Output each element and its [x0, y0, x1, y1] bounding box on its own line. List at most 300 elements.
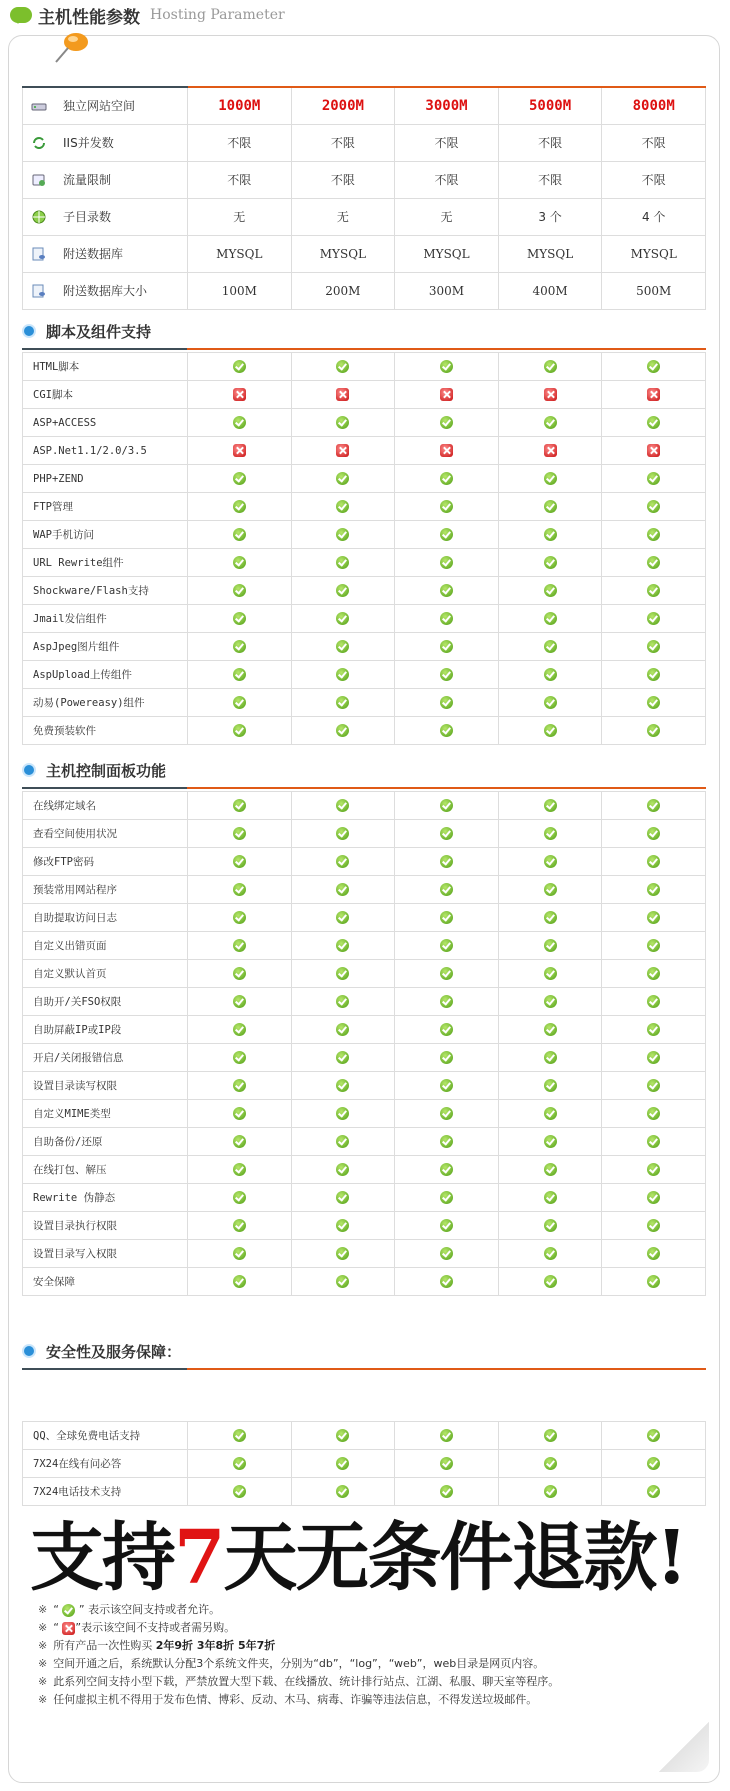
check-icon [233, 696, 246, 709]
table-cell [188, 1268, 292, 1296]
table-cell [291, 633, 395, 661]
table-cell [602, 904, 706, 932]
check-icon [233, 612, 246, 625]
cell-value: MYSQL [423, 246, 470, 261]
check-icon [233, 472, 246, 485]
check-icon [647, 1485, 660, 1498]
check-icon [440, 883, 453, 896]
table-row [23, 1128, 706, 1156]
check-icon [440, 967, 453, 980]
section-header-scripts [22, 316, 706, 346]
check-icon [544, 1247, 557, 1260]
row-label: Rewrite 伪静态 [23, 1184, 188, 1212]
table-cell [498, 1478, 602, 1506]
note-text: ”表示该空间不支持或者需另购。 [75, 1621, 236, 1634]
table-cell [188, 792, 292, 820]
row-label: 自定义MIME类型 [23, 1100, 188, 1128]
table-cell [602, 1184, 706, 1212]
cross-icon [440, 444, 453, 457]
table-cell [395, 661, 499, 689]
table-cell [602, 272, 706, 309]
table-row [23, 960, 706, 988]
check-icon [233, 360, 246, 373]
table-cell [291, 437, 395, 465]
row-label-text: 独立网站空间 [63, 99, 136, 113]
check-icon [440, 724, 453, 737]
cell-value: 不限 [641, 136, 666, 150]
control-panel-table [22, 791, 706, 1296]
check-icon [336, 1107, 349, 1120]
section-divider [22, 787, 706, 789]
table-cell [395, 1240, 499, 1268]
note-item [38, 1619, 698, 1637]
table-cell [602, 661, 706, 689]
table-row [23, 124, 706, 161]
row-label: 查看空间使用状况 [23, 820, 188, 848]
check-icon [647, 1219, 660, 1232]
table-cell [291, 904, 395, 932]
table-cell [291, 932, 395, 960]
check-icon [544, 360, 557, 373]
cell-value: 100M [221, 283, 257, 298]
check-icon [544, 967, 557, 980]
check-icon [336, 612, 349, 625]
cell-value: 3 个 [538, 210, 562, 224]
check-icon [336, 827, 349, 840]
note-bullet: ※ [38, 1639, 48, 1652]
check-icon [647, 1107, 660, 1120]
table-cell [602, 235, 706, 272]
table-cell [291, 1268, 395, 1296]
table-row [23, 235, 706, 272]
check-icon [544, 911, 557, 924]
row-label: PHP+ZEND [23, 465, 188, 493]
table-cell [188, 198, 292, 235]
table-cell [395, 161, 499, 198]
table-cell [188, 633, 292, 661]
check-icon [336, 967, 349, 980]
row-label: 安全保障 [23, 1268, 188, 1296]
section-title: 脚本及组件支持 [46, 322, 152, 341]
table-cell [602, 493, 706, 521]
check-icon [440, 799, 453, 812]
table-cell [188, 1072, 292, 1100]
table-cell [395, 549, 499, 577]
table-row [23, 605, 706, 633]
table-cell [602, 1100, 706, 1128]
table-cell [395, 1268, 499, 1296]
table-cell [498, 353, 602, 381]
table-cell [291, 161, 395, 198]
note-text: 此系列空间支持小型下载，严禁放置大型下载、在线播放、统计排行站点、江湖、私服、聊天室等程序。 [53, 1675, 560, 1688]
table-cell [602, 353, 706, 381]
check-icon [336, 1485, 349, 1498]
table-cell [602, 577, 706, 605]
check-icon [233, 827, 246, 840]
table-cell [395, 1450, 499, 1478]
table-cell [291, 848, 395, 876]
table-cell [395, 605, 499, 633]
check-icon [544, 696, 557, 709]
check-icon [336, 911, 349, 924]
table-cell [602, 87, 706, 124]
table-cell [188, 381, 292, 409]
check-icon [440, 360, 453, 373]
check-icon [336, 584, 349, 597]
row-label-text: IIS并发数 [63, 135, 114, 150]
check-icon [440, 612, 453, 625]
check-icon [544, 1275, 557, 1288]
table-cell [602, 1422, 706, 1450]
check-icon [336, 883, 349, 896]
check-icon [647, 416, 660, 429]
check-icon [647, 696, 660, 709]
section-header-service [22, 1336, 706, 1366]
cell-value: 2000M [321, 97, 364, 114]
check-icon [544, 995, 557, 1008]
check-icon [544, 1163, 557, 1176]
table-cell [395, 904, 499, 932]
cross-icon [544, 388, 557, 401]
check-icon [647, 1191, 660, 1204]
note-bullet: ※ [38, 1603, 48, 1616]
table-cell [602, 1072, 706, 1100]
table-cell [602, 381, 706, 409]
table-cell [291, 717, 395, 745]
row-label: 设置目录读写权限 [23, 1072, 188, 1100]
check-icon [544, 827, 557, 840]
check-icon [336, 1219, 349, 1232]
section-title: 主机控制面板功能 [46, 761, 167, 780]
table-row [23, 549, 706, 577]
table-cell [291, 1044, 395, 1072]
table-cell [188, 820, 292, 848]
table-cell [602, 1478, 706, 1506]
table-cell [602, 1044, 706, 1072]
table-cell [188, 1478, 292, 1506]
page-subtitle: Hosting Parameter [150, 7, 285, 23]
row-label: 设置目录执行权限 [23, 1212, 188, 1240]
row-label: 自助提取访问日志 [23, 904, 188, 932]
note-bullet: ※ [38, 1693, 48, 1706]
check-icon [440, 500, 453, 513]
check-icon [647, 995, 660, 1008]
banner-text-pre: 支持 [30, 1515, 174, 1601]
row-label: 自助备份/还原 [23, 1128, 188, 1156]
check-icon [440, 1485, 453, 1498]
cross-icon [233, 444, 246, 457]
table-cell [498, 549, 602, 577]
table-cell [395, 353, 499, 381]
section-bullet-icon [22, 763, 36, 777]
check-icon [336, 1429, 349, 1442]
table-cell [291, 605, 395, 633]
check-icon [440, 1219, 453, 1232]
check-icon [647, 1163, 660, 1176]
base-params-table [22, 86, 706, 310]
table-row [23, 1450, 706, 1478]
cell-value: MYSQL [216, 246, 263, 261]
table-cell [602, 876, 706, 904]
service-table [22, 1421, 706, 1506]
table-cell [188, 409, 292, 437]
check-icon [233, 995, 246, 1008]
check-icon [544, 1023, 557, 1036]
table-cell [395, 87, 499, 124]
note-item [38, 1655, 698, 1673]
check-icon [233, 1457, 246, 1470]
table-row [23, 272, 706, 309]
table-cell [498, 1212, 602, 1240]
table-cell [188, 605, 292, 633]
check-icon [647, 500, 660, 513]
table-cell [188, 932, 292, 960]
table-cell [291, 549, 395, 577]
check-icon [233, 668, 246, 681]
table-cell [395, 235, 499, 272]
table-cell [188, 1422, 292, 1450]
cell-value: 不限 [538, 173, 563, 187]
table-cell [395, 465, 499, 493]
row-label: 修改FTP密码 [23, 848, 188, 876]
table-cell [395, 577, 499, 605]
note-item [38, 1637, 698, 1655]
row-label: 自定义默认首页 [23, 960, 188, 988]
row-label [23, 272, 188, 309]
check-icon [544, 556, 557, 569]
check-icon [544, 472, 557, 485]
table-cell [188, 1156, 292, 1184]
table-cell [291, 198, 395, 235]
table-cell [395, 1128, 499, 1156]
check-icon [647, 472, 660, 485]
cell-value: 8000M [632, 97, 675, 114]
table-row [23, 689, 706, 717]
row-label: 7X24在线有问必答 [23, 1450, 188, 1478]
table-cell [188, 1016, 292, 1044]
check-icon [544, 1051, 557, 1064]
table-cell [498, 1128, 602, 1156]
table-cell [291, 235, 395, 272]
table-cell [188, 353, 292, 381]
table-cell [291, 1156, 395, 1184]
check-icon [233, 584, 246, 597]
check-icon [440, 855, 453, 868]
check-icon [647, 528, 660, 541]
table-cell [188, 493, 292, 521]
cell-value: 无 [336, 210, 349, 224]
table-cell [498, 960, 602, 988]
table-cell [498, 409, 602, 437]
note-text: “ [53, 1603, 63, 1616]
row-label: WAP手机访问 [23, 521, 188, 549]
check-icon [544, 1429, 557, 1442]
table-row [23, 87, 706, 124]
check-icon [647, 724, 660, 737]
check-icon [440, 1107, 453, 1120]
note-bullet: ※ [38, 1657, 48, 1670]
table-cell [291, 409, 395, 437]
cell-value: 不限 [641, 173, 666, 187]
table-cell [602, 960, 706, 988]
check-icon [544, 1079, 557, 1092]
row-label: 自助屏蔽IP或IP段 [23, 1016, 188, 1044]
check-icon [233, 1219, 246, 1232]
table-row [23, 1156, 706, 1184]
check-icon [440, 472, 453, 485]
table-row [23, 577, 706, 605]
cross-icon [544, 444, 557, 457]
check-icon [544, 939, 557, 952]
row-label: 免费预装软件 [23, 717, 188, 745]
check-icon [233, 556, 246, 569]
check-icon [647, 584, 660, 597]
table-cell [291, 1100, 395, 1128]
table-cell [291, 272, 395, 309]
row-label-text: 流量限制 [63, 172, 112, 187]
table-cell [291, 1240, 395, 1268]
table-cell [498, 1184, 602, 1212]
table-row [23, 1100, 706, 1128]
server-icon [31, 99, 47, 115]
table-row [23, 409, 706, 437]
note-text: 任何虚拟主机不得用于发布色情、博彩、反动、木马、病毒、诈骗等违法信息，不得发送垃圾邮件。 [53, 1693, 538, 1706]
table-cell [602, 409, 706, 437]
check-icon [647, 1051, 660, 1064]
cell-value: 1000M [218, 97, 261, 114]
table-cell [498, 876, 602, 904]
table-row [23, 1184, 706, 1212]
table-row [23, 661, 706, 689]
check-icon [647, 939, 660, 952]
speech-bubble-icon [10, 7, 32, 23]
table-cell [602, 1268, 706, 1296]
cell-value: 不限 [330, 136, 355, 150]
table-row [23, 1072, 706, 1100]
table-cell [498, 493, 602, 521]
check-icon [440, 995, 453, 1008]
refund-banner [30, 1515, 710, 1601]
table-cell [188, 161, 292, 198]
check-icon [233, 799, 246, 812]
table-cell [498, 1044, 602, 1072]
check-icon [647, 1079, 660, 1092]
check-icon [544, 1135, 557, 1148]
table-row [23, 381, 706, 409]
cell-value: 300M [428, 283, 465, 298]
row-label [23, 235, 188, 272]
note-item [38, 1691, 698, 1709]
table-cell [395, 1212, 499, 1240]
table-cell [291, 1478, 395, 1506]
row-label: 在线绑定域名 [23, 792, 188, 820]
check-icon [544, 1485, 557, 1498]
banner-days: 7 [174, 1515, 224, 1601]
table-cell [602, 1156, 706, 1184]
cell-value: MYSQL [630, 246, 677, 261]
check-icon [440, 1051, 453, 1064]
check-icon [440, 556, 453, 569]
check-icon [336, 724, 349, 737]
row-label: 设置目录写入权限 [23, 1240, 188, 1268]
table-cell [291, 1016, 395, 1044]
table-cell [395, 1044, 499, 1072]
table-cell [498, 904, 602, 932]
table-cell [291, 1422, 395, 1450]
check-icon [440, 640, 453, 653]
table-cell [188, 876, 292, 904]
table-cell [602, 198, 706, 235]
check-icon [647, 640, 660, 653]
check-icon [440, 939, 453, 952]
table-cell [602, 124, 706, 161]
table-cell [602, 605, 706, 633]
cell-value: 5000M [529, 97, 572, 114]
table-cell [498, 689, 602, 717]
table-cell [395, 1184, 499, 1212]
check-icon [440, 1247, 453, 1260]
check-icon [233, 724, 246, 737]
check-icon [440, 416, 453, 429]
check-icon [440, 528, 453, 541]
check-icon [233, 939, 246, 952]
check-icon [440, 1023, 453, 1036]
table-cell [395, 409, 499, 437]
database-icon [31, 283, 47, 299]
check-icon [440, 1135, 453, 1148]
table-cell [291, 493, 395, 521]
table-cell [498, 1450, 602, 1478]
check-icon [544, 640, 557, 653]
check-icon [544, 855, 557, 868]
table-cell [395, 493, 499, 521]
cross-icon [647, 444, 660, 457]
table-row [23, 1212, 706, 1240]
table-row [23, 988, 706, 1016]
table-cell [395, 876, 499, 904]
table-cell [498, 465, 602, 493]
table-cell [395, 848, 499, 876]
table-cell [602, 820, 706, 848]
cross-icon [62, 1622, 75, 1635]
section-divider [22, 348, 706, 350]
check-icon [233, 416, 246, 429]
table-cell [291, 381, 395, 409]
table-cell [498, 661, 602, 689]
table-cell [602, 549, 706, 577]
check-icon [233, 1275, 246, 1288]
check-icon [233, 1485, 246, 1498]
page-curl-decoration [659, 1722, 709, 1772]
check-icon [233, 640, 246, 653]
check-icon [647, 1429, 660, 1442]
table-row [23, 848, 706, 876]
check-icon [336, 995, 349, 1008]
check-icon [440, 696, 453, 709]
check-icon [544, 1457, 557, 1470]
row-label: 开启/关闭报错信息 [23, 1044, 188, 1072]
table-cell [602, 1450, 706, 1478]
table-row [23, 161, 706, 198]
table-cell [395, 988, 499, 1016]
table-cell [291, 124, 395, 161]
table-cell [498, 633, 602, 661]
table-cell [498, 605, 602, 633]
row-label: CGI脚本 [23, 381, 188, 409]
table-cell [498, 381, 602, 409]
table-row [23, 904, 706, 932]
row-label [23, 124, 188, 161]
